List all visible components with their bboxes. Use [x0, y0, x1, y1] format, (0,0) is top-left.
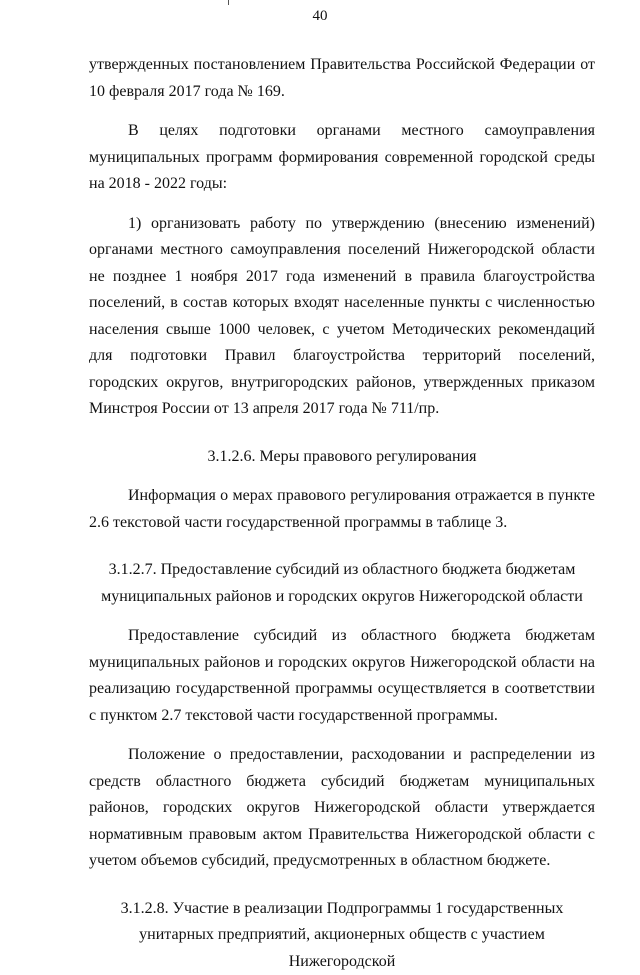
section-heading-3-1-2-8: 3.1.2.8. Участие в реализации Подпрограммы 1 государственных унитарных предприятий, акционерных обществ с участием Нижегородской [89, 896, 595, 975]
page-number: 40 [0, 8, 640, 25]
section-heading-3-1-2-6: 3.1.2.6. Меры правового регулирования [89, 444, 595, 471]
list-item-1: 1) организовать работу по утверждению (внесению изменений) органами местного самоуправления поселений Нижегородской области не позднее 1 ноября 2017 года изменений в правила благоустройства поселений, в состав которых входят населенные пункты с численностью населения свыше 1000 человек, с учетом Методических рекомендаций для подготовки Правил благоустройства территорий поселений, городских округов, внутригородских районов, утвержденных приказом Минстроя России от 13 апреля 2017 года № 711/пр. [89, 211, 595, 423]
section-heading-3-1-2-7: 3.1.2.7. Предоставление субсидий из областного бюджета бюджетам муниципальных районов и городских округов Нижегородской области [89, 557, 595, 610]
paragraph-intro: В целях подготовки органами местного самоуправления муниципальных программ формирования современной городской среды на 2018 - 2022 годы: [89, 118, 595, 198]
scan-mark [228, 0, 229, 5]
document-body [89, 52, 595, 975]
paragraph-regulation-info: Информация о мерах правового регулирования отражается в пункте 2.6 текстовой части государственной программы в таблице 3. [89, 483, 595, 536]
paragraph-subsidies: Предоставление субсидий из областного бюджета бюджетам муниципальных районов и городских округов Нижегородской области на реализацию государственной программы осуществляется в соответствии с пунктом 2.7 текстовой части государственной программы. [89, 623, 595, 729]
paragraph-subsidy-regulation: Положение о предоставлении, расходовании и распределении из средств областного бюджета субсидий бюджетам муниципальных районов, городских округов Нижегородской области утверждается нормативным правовым актом Правительства Нижегородской области с учетом объемов субсидий, предусмотренных в областном бюджете. [89, 742, 595, 875]
paragraph-continuation: утвержденных постановлением Правительства Российской Федерации от 10 февраля 2017 года № 169. [89, 52, 595, 105]
